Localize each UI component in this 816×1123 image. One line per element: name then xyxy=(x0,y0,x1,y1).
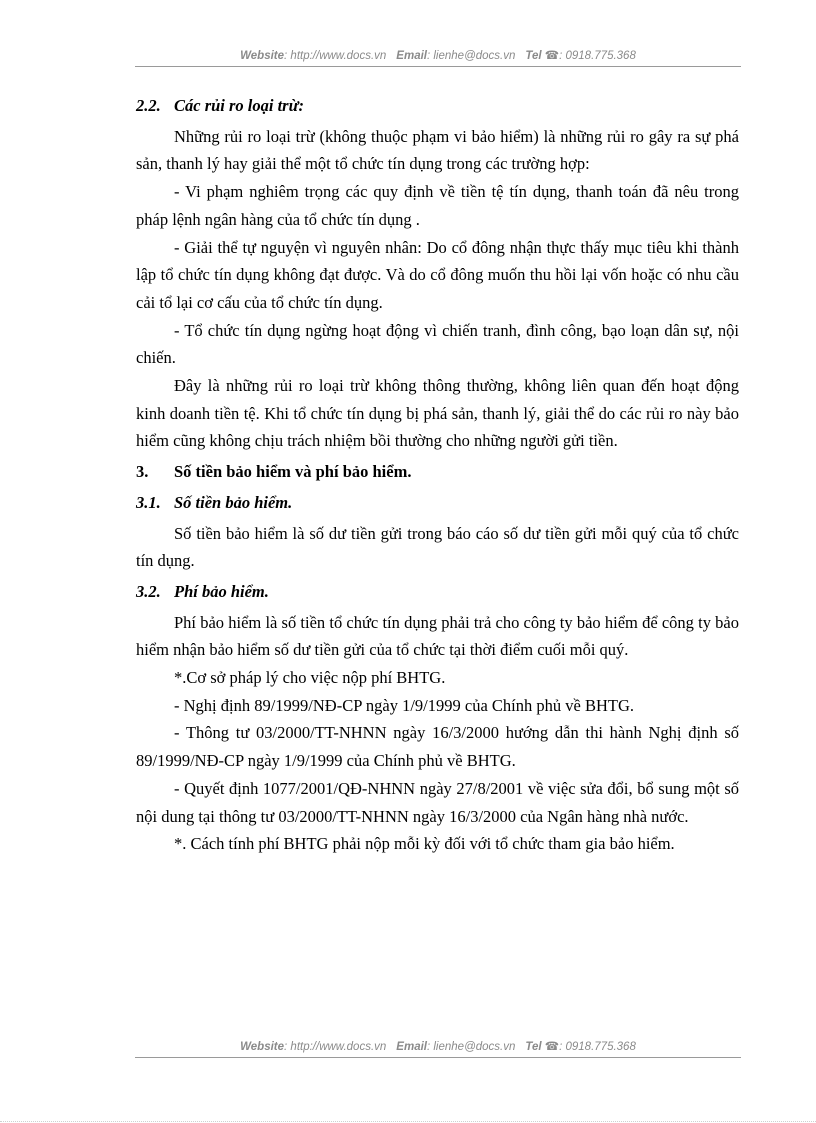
phone-icon: ☎ xyxy=(544,1041,560,1053)
paragraph: - Vi phạm nghiêm trọng các quy định về tiền tệ tín dụng, thanh toán đã nêu trong pháp lệnh ngân hàng của tổ chức tín dụng . xyxy=(136,182,739,229)
header-email-label: Email xyxy=(396,50,427,62)
document-body xyxy=(136,92,739,858)
header-tel-value: : 0918.775.368 xyxy=(559,50,636,62)
paragraph: Số tiền bảo hiểm là số dư tiền gửi trong báo cáo số dư tiền gửi mỗi quý của tổ chức tín dụng. xyxy=(136,523,739,571)
paragraph: - Nghị định 89/1999/NĐ-CP ngày 1/9/1999 của Chính phủ về BHTG. xyxy=(174,695,634,715)
paragraph: - Tổ chức tín dụng ngừng hoạt động vì chiến tranh, đình công, bạo loạn dân sự, nội chiến. xyxy=(136,320,739,368)
paragraph: *. Cách tính phí BHTG phải nộp mỗi kỳ đối với tổ chức tham gia bảo hiểm. xyxy=(174,834,675,854)
footer-email-value: : lienhe@docs.vn xyxy=(426,1041,516,1053)
header-rule xyxy=(135,66,741,67)
footer-tel-label: Tel xyxy=(525,1041,542,1053)
footer-email-label: Email xyxy=(396,1041,427,1053)
paragraph: - Quyết định 1077/2001/QĐ-NHNN ngày 27/8/2001 về việc sửa đổi, bổ sung một số nội dung tại thông tư 03/2000/TT-NHNN ngày 16/3/2000 của Ngân hàng nhà nước. xyxy=(136,778,739,826)
paragraph: Những rủi ro loại trừ (không thuộc phạm vi bảo hiểm) là những rủi ro gây ra sự phá sản, thanh lý hay giải thể một tổ chức tín dụng trong các trường hợp: xyxy=(136,126,739,174)
section-heading-3: 3. Số tiền bảo hiểm và phí bảo hiểm. xyxy=(136,462,412,482)
page-footer xyxy=(135,1039,741,1053)
header-website-label: Website xyxy=(240,50,285,62)
footer-website-label: Website xyxy=(240,1041,285,1053)
paragraph: - Thông tư 03/2000/TT-NHNN ngày 16/3/2000 hướng dẫn thi hành Nghị định số 89/1999/NĐ-CP ngày 1/9/1999 của Chính phủ về BHTG. xyxy=(136,723,739,771)
footer-rule xyxy=(135,1057,741,1058)
paragraph: - Giải thể tự nguyện vì nguyên nhân: Do cổ đông nhận thực thấy mục tiêu khi thành lập tổ chức tín dụng không đạt được. Và do cổ đông muốn thu hồi lại vốn hoặc có nhu cầu cải tổ lại cơ cấu của tổ chức tín dụng. xyxy=(136,237,739,312)
footer-website-value: : http://www.docs.vn xyxy=(284,1041,387,1053)
header-website-value: : http://www.docs.vn xyxy=(284,50,387,62)
footer-tel-value: : 0918.775.368 xyxy=(559,1041,636,1053)
paragraph: *.Cơ sở pháp lý cho việc nộp phí BHTG. xyxy=(174,668,446,688)
section-heading-2-2: 2.2. Các rủi ro loại trừ: xyxy=(136,96,304,115)
section-heading-3-2: 3.2. Phí bảo hiểm. xyxy=(136,581,269,601)
page-header xyxy=(135,48,741,62)
page-bottom-edge xyxy=(0,1121,816,1122)
phone-icon: ☎ xyxy=(544,50,560,62)
header-email-value: : lienhe@docs.vn xyxy=(426,50,516,62)
paragraph: Đây là những rủi ro loại trừ không thông thường, không liên quan đến hoạt động kinh doanh tiền tệ. Khi tổ chức tín dụng bị phá sản, thanh lý, giải thể do các rủi ro này bảo hiểm cũng không chịu trách nhiệm bồi thường cho những người gửi tiền. xyxy=(136,376,739,451)
header-tel-label: Tel xyxy=(525,50,542,62)
section-heading-3-1: 3.1. Số tiền bảo hiểm. xyxy=(136,492,293,512)
paragraph: Phí bảo hiểm là số tiền tổ chức tín dụng phải trả cho công ty bảo hiểm để công ty bảo hiểm nhận bảo hiểm số dư tiền gửi của tổ chức tại thời điểm cuối mỗi quý. xyxy=(136,612,739,660)
